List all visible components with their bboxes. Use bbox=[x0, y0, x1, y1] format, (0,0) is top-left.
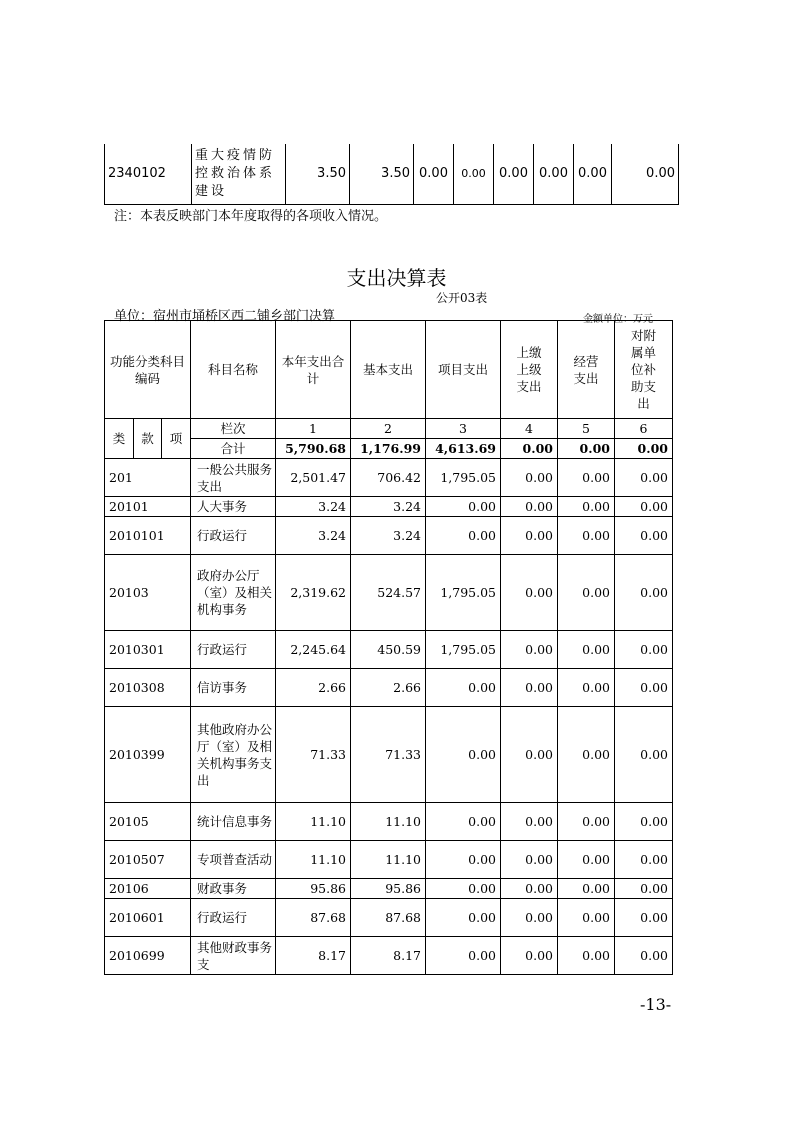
row-code: 2010101 bbox=[105, 517, 191, 555]
header-row bbox=[105, 321, 673, 419]
row-value: 0.00 bbox=[558, 841, 615, 879]
row-value: 0.00 bbox=[501, 517, 558, 555]
row-value: 0.00 bbox=[501, 497, 558, 517]
row-value: 0.00 bbox=[615, 669, 673, 707]
row-code: 20101 bbox=[105, 497, 191, 517]
row-value: 8.17 bbox=[351, 937, 426, 975]
row-value: 0.00 bbox=[414, 144, 454, 204]
row-value: 0.00 bbox=[534, 144, 574, 204]
table-row bbox=[105, 879, 673, 899]
header-kuan: 款 bbox=[134, 419, 162, 459]
table-row bbox=[105, 555, 673, 631]
header-col-3: 项目支出 bbox=[426, 321, 501, 419]
col-number: 4 bbox=[501, 419, 558, 439]
row-value: 0.00 bbox=[494, 144, 534, 204]
table-row bbox=[105, 459, 673, 497]
previous-table-fragment bbox=[104, 144, 679, 205]
row-value: 0.00 bbox=[574, 144, 612, 204]
row-value: 95.86 bbox=[351, 879, 426, 899]
total-value: 0.00 bbox=[558, 439, 615, 459]
row-name: 行政运行 bbox=[191, 517, 276, 555]
row-value: 0.00 bbox=[501, 631, 558, 669]
row-value: 3.24 bbox=[276, 517, 351, 555]
row-value: 0.00 bbox=[426, 899, 501, 937]
row-value: 0.00 bbox=[615, 707, 673, 803]
public-table-label: 公开03表 bbox=[436, 291, 488, 305]
row-value: 0.00 bbox=[426, 707, 501, 803]
row-value: 2,245.64 bbox=[276, 631, 351, 669]
header-col-2: 基本支出 bbox=[351, 321, 426, 419]
page-title: 支出决算表 bbox=[346, 266, 447, 290]
row-value: 0.00 bbox=[558, 937, 615, 975]
col-number: 3 bbox=[426, 419, 501, 439]
row-value: 0.00 bbox=[615, 937, 673, 975]
total-label: 合计 bbox=[191, 439, 276, 459]
row-value: 0.00 bbox=[558, 497, 615, 517]
header-lei: 类 bbox=[105, 419, 134, 459]
row-value: 0.00 bbox=[426, 497, 501, 517]
row-code: 201 bbox=[105, 459, 191, 497]
row-value: 2.66 bbox=[276, 669, 351, 707]
row-value: 0.00 bbox=[615, 497, 673, 517]
row-value: 0.00 bbox=[615, 803, 673, 841]
row-name: 财政事务 bbox=[191, 879, 276, 899]
row-code: 2010399 bbox=[105, 707, 191, 803]
row-code: 20105 bbox=[105, 803, 191, 841]
row-value: 11.10 bbox=[351, 841, 426, 879]
row-value: 0.00 bbox=[558, 803, 615, 841]
row-code: 2010301 bbox=[105, 631, 191, 669]
row-value: 0.00 bbox=[558, 555, 615, 631]
amount-unit-label: 金额单位：万元 bbox=[583, 314, 653, 325]
col-number: 5 bbox=[558, 419, 615, 439]
col-number: 1 bbox=[276, 419, 351, 439]
row-value: 0.00 bbox=[501, 459, 558, 497]
row-value: 0.00 bbox=[501, 555, 558, 631]
col-number: 2 bbox=[351, 419, 426, 439]
row-name: 一般公共服务支出 bbox=[191, 459, 276, 497]
table-row bbox=[105, 669, 673, 707]
table-row bbox=[105, 937, 673, 975]
row-name: 其他政府办公厅（室）及相关机构事务支出 bbox=[191, 707, 276, 803]
row-name: 其他财政事务支 bbox=[191, 937, 276, 975]
row-value: 8.17 bbox=[276, 937, 351, 975]
row-value: 71.33 bbox=[276, 707, 351, 803]
row-value: 0.00 bbox=[426, 937, 501, 975]
row-value: 0.00 bbox=[558, 669, 615, 707]
total-row bbox=[105, 439, 673, 459]
row-value: 3.24 bbox=[351, 497, 426, 517]
row-name: 行政运行 bbox=[191, 631, 276, 669]
row-value: 0.00 bbox=[615, 555, 673, 631]
row-code: 20103 bbox=[105, 555, 191, 631]
header-lanci: 栏次 bbox=[191, 419, 276, 439]
row-value: 3.50 bbox=[286, 144, 350, 204]
row-value: 95.86 bbox=[276, 879, 351, 899]
row-value: 0.00 bbox=[501, 899, 558, 937]
header-col-4: 上缴上级支出 bbox=[501, 321, 558, 419]
row-code: 2010699 bbox=[105, 937, 191, 975]
row-value: 0.00 bbox=[501, 803, 558, 841]
row-name: 信访事务 bbox=[191, 669, 276, 707]
row-value: 87.68 bbox=[351, 899, 426, 937]
row-value: 0.00 bbox=[426, 879, 501, 899]
row-value: 0.00 bbox=[558, 517, 615, 555]
row-code: 2010308 bbox=[105, 669, 191, 707]
header-code: 功能分类科目编码 bbox=[105, 321, 191, 419]
table-row bbox=[105, 144, 679, 204]
row-code: 2340102 bbox=[105, 144, 192, 204]
row-value: 0.00 bbox=[615, 517, 673, 555]
row-value: 3.50 bbox=[350, 144, 414, 204]
row-value: 0.00 bbox=[612, 144, 679, 204]
unit-label: 单位：宿州市埇桥区西二铺乡部门决算 bbox=[114, 309, 336, 324]
table-row bbox=[105, 631, 673, 669]
row-name: 行政运行 bbox=[191, 899, 276, 937]
row-value: 0.00 bbox=[501, 879, 558, 899]
row-value: 1,795.05 bbox=[426, 631, 501, 669]
table-row bbox=[105, 707, 673, 803]
row-value: 0.00 bbox=[501, 937, 558, 975]
row-value: 706.42 bbox=[351, 459, 426, 497]
total-value: 5,790.68 bbox=[276, 439, 351, 459]
row-value: 0.00 bbox=[558, 631, 615, 669]
row-value: 0.00 bbox=[558, 899, 615, 937]
row-value: 0.00 bbox=[501, 841, 558, 879]
total-value: 1,176.99 bbox=[351, 439, 426, 459]
row-value: 0.00 bbox=[615, 899, 673, 937]
expenditure-table bbox=[104, 320, 673, 975]
row-value: 71.33 bbox=[351, 707, 426, 803]
row-value: 0.00 bbox=[454, 144, 494, 204]
row-value: 3.24 bbox=[276, 497, 351, 517]
row-value: 0.00 bbox=[501, 669, 558, 707]
row-value: 0.00 bbox=[501, 707, 558, 803]
table-row bbox=[105, 803, 673, 841]
row-name: 专项普查活动 bbox=[191, 841, 276, 879]
row-code: 2010601 bbox=[105, 899, 191, 937]
row-value: 0.00 bbox=[426, 517, 501, 555]
col-number: 6 bbox=[615, 419, 673, 439]
table-row bbox=[105, 841, 673, 879]
row-value: 1,795.05 bbox=[426, 459, 501, 497]
total-value: 0.00 bbox=[615, 439, 673, 459]
row-name: 人大事务 bbox=[191, 497, 276, 517]
row-code: 2010507 bbox=[105, 841, 191, 879]
row-value: 524.57 bbox=[351, 555, 426, 631]
header-name: 科目名称 bbox=[191, 321, 276, 419]
row-value: 1,795.05 bbox=[426, 555, 501, 631]
row-value: 11.10 bbox=[276, 841, 351, 879]
row-value: 3.24 bbox=[351, 517, 426, 555]
row-name: 重大疫情防控救治体系建设 bbox=[192, 144, 286, 204]
header-col-1: 本年支出合计 bbox=[276, 321, 351, 419]
table-row bbox=[105, 497, 673, 517]
header-col-5: 经营支出 bbox=[558, 321, 615, 419]
page-number: -13- bbox=[640, 995, 672, 1014]
row-value: 0.00 bbox=[426, 803, 501, 841]
row-value: 2.66 bbox=[351, 669, 426, 707]
row-value: 0.00 bbox=[615, 631, 673, 669]
row-value: 0.00 bbox=[615, 841, 673, 879]
table-row bbox=[105, 517, 673, 555]
row-value: 0.00 bbox=[615, 459, 673, 497]
table-row bbox=[105, 899, 673, 937]
row-value: 0.00 bbox=[426, 669, 501, 707]
row-value: 0.00 bbox=[558, 707, 615, 803]
row-value: 0.00 bbox=[558, 879, 615, 899]
row-value: 11.10 bbox=[276, 803, 351, 841]
row-value: 450.59 bbox=[351, 631, 426, 669]
total-value: 4,613.69 bbox=[426, 439, 501, 459]
row-value: 2,501.47 bbox=[276, 459, 351, 497]
row-value: 0.00 bbox=[615, 879, 673, 899]
header-col-6: 对附属单位补助支出 bbox=[615, 321, 673, 419]
row-value: 2,319.62 bbox=[276, 555, 351, 631]
table-note: 注：本表反映部门本年度取得的各项收入情况。 bbox=[114, 209, 388, 224]
row-value: 0.00 bbox=[558, 459, 615, 497]
column-number-row bbox=[105, 419, 673, 439]
row-name: 政府办公厅（室）及相关机构事务 bbox=[191, 555, 276, 631]
row-value: 0.00 bbox=[426, 841, 501, 879]
header-xiang: 项 bbox=[162, 419, 191, 459]
total-value: 0.00 bbox=[501, 439, 558, 459]
row-value: 87.68 bbox=[276, 899, 351, 937]
row-code: 20106 bbox=[105, 879, 191, 899]
row-name: 统计信息事务 bbox=[191, 803, 276, 841]
row-value: 11.10 bbox=[351, 803, 426, 841]
